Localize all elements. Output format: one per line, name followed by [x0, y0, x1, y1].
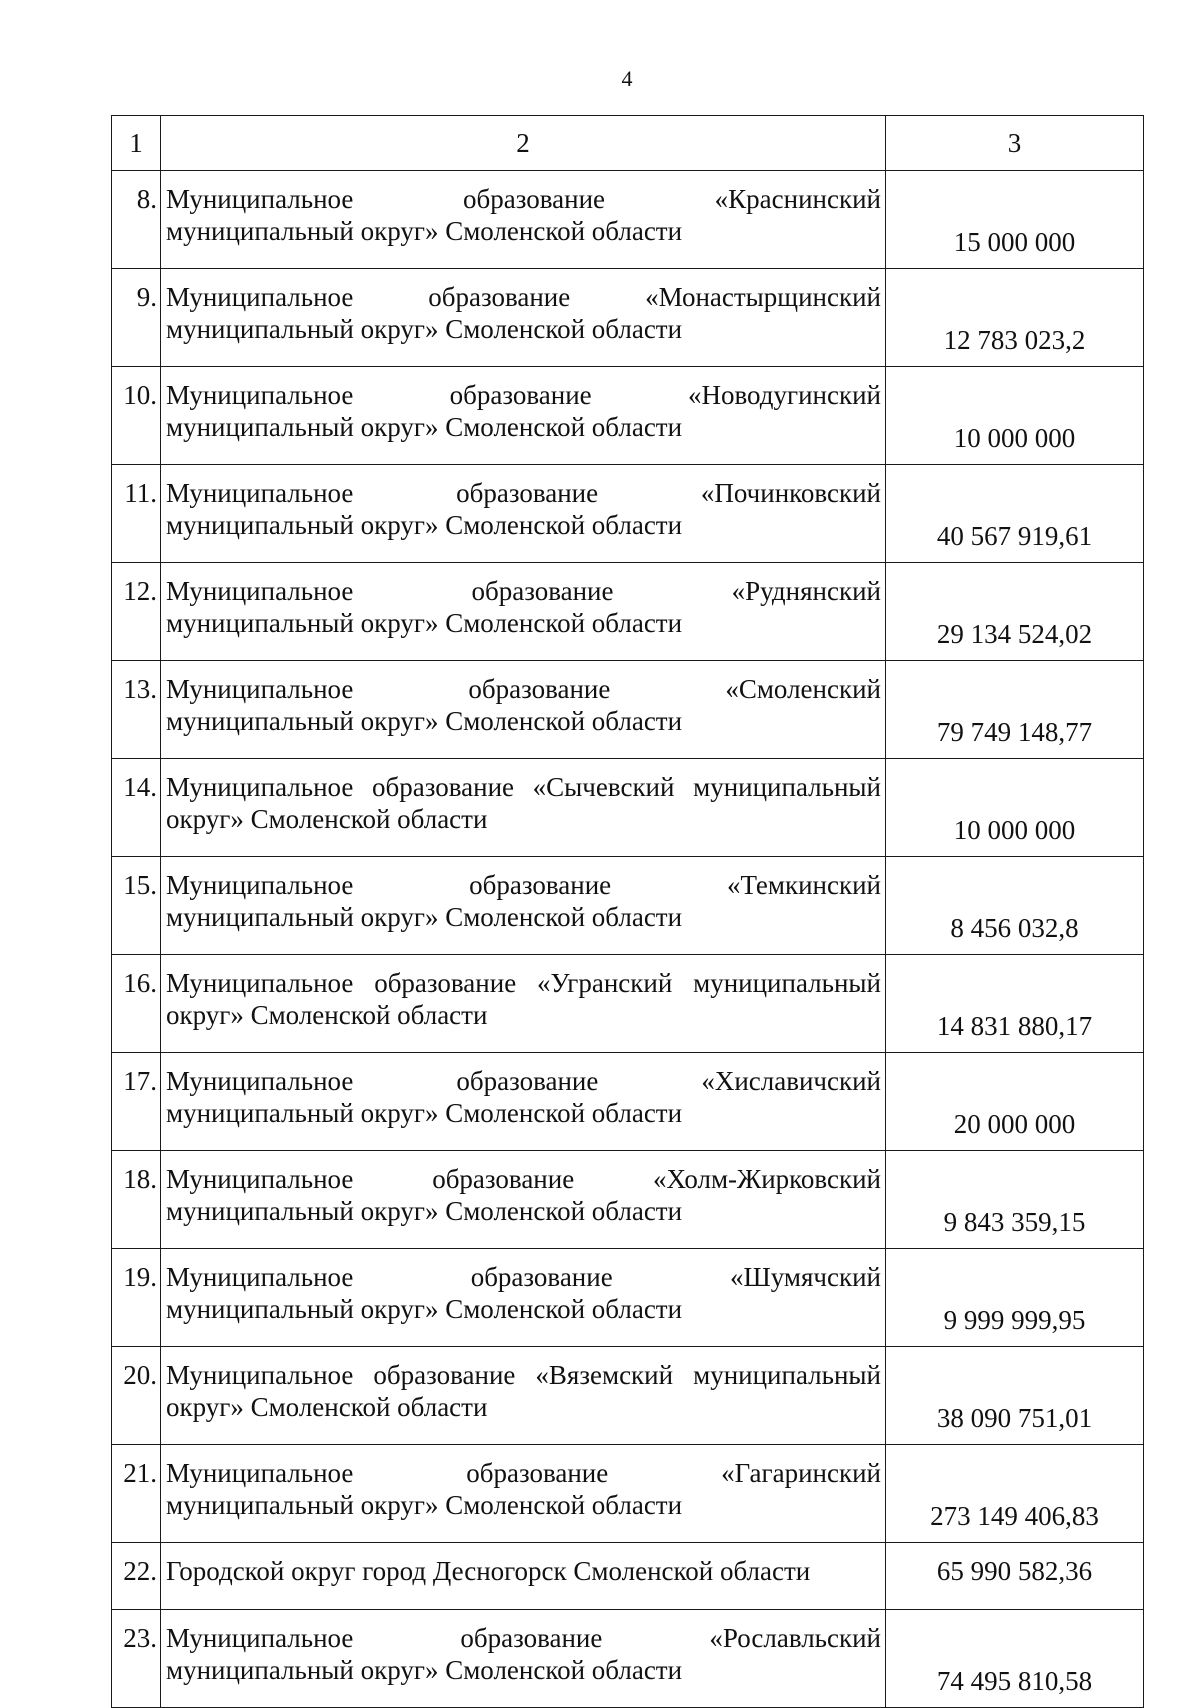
municipality-name: [161, 1347, 886, 1445]
table-row: [112, 563, 1144, 661]
municipality-name-line-2: муниципальный округ» Смоленской области: [166, 412, 683, 442]
table-header-row: [112, 116, 1144, 171]
table-row: [112, 1249, 1144, 1347]
municipality-name-line-2: муниципальный округ» Смоленской области: [166, 1655, 683, 1685]
municipality-name-line-1: Муниципальное образование «Новодугинский: [166, 380, 881, 410]
municipality-name: [161, 269, 886, 367]
table-row: [112, 1610, 1144, 1708]
allocation-amount: 65 990 582,36: [886, 1543, 1144, 1610]
allocation-amount: 74 495 810,58: [886, 1610, 1144, 1708]
table-row: [112, 857, 1144, 955]
municipality-name-line-1: Муниципальное образование «Холм-Жирковский: [166, 1164, 881, 1194]
table-body: [112, 116, 1144, 1708]
row-number: 18.: [112, 1151, 161, 1249]
row-number: 9.: [112, 269, 161, 367]
municipality-name-line-2: округ» Смоленской области: [166, 1000, 488, 1030]
table-row: [112, 1053, 1144, 1151]
municipality-name-line-1: Муниципальное образование «Монастырщинский: [166, 282, 881, 312]
municipality-name-line-2: муниципальный округ» Смоленской области: [166, 1294, 683, 1324]
header-cell-name: 2: [161, 116, 886, 171]
table-row: [112, 1445, 1144, 1543]
municipality-name: [161, 1053, 886, 1151]
table-row: [112, 1347, 1144, 1445]
municipality-name-line-1: Муниципальное образование «Хиславичский: [166, 1066, 881, 1096]
allocation-amount: 10 000 000: [886, 367, 1144, 465]
allocation-amount: 12 783 023,2: [886, 269, 1144, 367]
allocation-amount: 14 831 880,17: [886, 955, 1144, 1053]
municipality-name-line-1: Муниципальное образование «Руднянский: [166, 576, 881, 606]
row-number: 20.: [112, 1347, 161, 1445]
municipality-name-line-2: муниципальный округ» Смоленской области: [166, 1490, 683, 1520]
page-number: 4: [621, 66, 633, 91]
municipality-name-line-1: Муниципальное образование «Смоленский: [166, 674, 881, 704]
row-number: 8.: [112, 171, 161, 269]
municipality-name: [161, 1151, 886, 1249]
municipality-name-line-2: муниципальный округ» Смоленской области: [166, 510, 683, 540]
municipality-name-line-2: муниципальный округ» Смоленской области: [166, 608, 683, 638]
municipality-name-line-2: муниципальный округ» Смоленской области: [166, 1196, 683, 1226]
table-row: [112, 759, 1144, 857]
allocation-amount: 8 456 032,8: [886, 857, 1144, 955]
municipality-name: [161, 465, 886, 563]
row-number: 15.: [112, 857, 161, 955]
municipality-name: [161, 1610, 886, 1708]
municipality-name: [161, 955, 886, 1053]
allocation-amount: 38 090 751,01: [886, 1347, 1144, 1445]
row-number: 21.: [112, 1445, 161, 1543]
municipality-name: [161, 563, 886, 661]
municipality-name: [161, 857, 886, 955]
table-row: [112, 465, 1144, 563]
allocation-amount: 9 999 999,95: [886, 1249, 1144, 1347]
municipality-name: [161, 367, 886, 465]
municipality-name-line-2: муниципальный округ» Смоленской области: [166, 1098, 683, 1128]
allocation-amount: 29 134 524,02: [886, 563, 1144, 661]
municipality-name-line-2: округ» Смоленской области: [166, 804, 488, 834]
row-number: 16.: [112, 955, 161, 1053]
municipality-name-line-1: Городской округ город Десногорск Смоленской области: [166, 1556, 811, 1586]
row-number: 11.: [112, 465, 161, 563]
municipality-name-line-1: Муниципальное образование «Краснинский: [166, 184, 881, 214]
table-row: [112, 1151, 1144, 1249]
municipality-name-line-2: муниципальный округ» Смоленской области: [166, 902, 683, 932]
municipality-name: [161, 171, 886, 269]
allocation-amount: 79 749 148,77: [886, 661, 1144, 759]
row-number: 13.: [112, 661, 161, 759]
municipality-name: [161, 1445, 886, 1543]
allocation-amount: 273 149 406,83: [886, 1445, 1144, 1543]
table-row: [112, 367, 1144, 465]
allocation-amount: 40 567 919,61: [886, 465, 1144, 563]
municipality-name-line-1: Муниципальное образование «Угранский муниципальный: [166, 968, 881, 998]
header-cell-sum: 3: [886, 116, 1144, 171]
municipality-name-line-1: Муниципальное образование «Темкинский: [166, 870, 881, 900]
row-number: 19.: [112, 1249, 161, 1347]
municipality-name: [161, 1249, 886, 1347]
municipality-name-line-1: Муниципальное образование «Рославльский: [166, 1623, 881, 1653]
allocation-amount: 20 000 000: [886, 1053, 1144, 1151]
table-row: [112, 1543, 1144, 1610]
table-row: [112, 661, 1144, 759]
table-row: [112, 269, 1144, 367]
row-number: 17.: [112, 1053, 161, 1151]
municipality-name-line-2: муниципальный округ» Смоленской области: [166, 216, 683, 246]
row-number: 10.: [112, 367, 161, 465]
table-row: [112, 955, 1144, 1053]
row-number: 12.: [112, 563, 161, 661]
municipality-name-line-2: муниципальный округ» Смоленской области: [166, 314, 683, 344]
municipality-name-line-1: Муниципальное образование «Гагаринский: [166, 1458, 881, 1488]
municipality-name-line-1: Муниципальное образование «Вяземский муниципальный: [166, 1360, 881, 1390]
table-row: [112, 171, 1144, 269]
municipality-name-line-1: Муниципальное образование «Сычевский муниципальный: [166, 772, 881, 802]
municipality-name-line-2: муниципальный округ» Смоленской области: [166, 706, 683, 736]
header-cell-number: 1: [112, 116, 161, 171]
municipality-name-line-2: округ» Смоленской области: [166, 1392, 488, 1422]
row-number: 22.: [112, 1543, 161, 1610]
row-number: 23.: [112, 1610, 161, 1708]
allocation-amount: 15 000 000: [886, 171, 1144, 269]
municipality-name: [161, 759, 886, 857]
municipality-name: [161, 1543, 886, 1610]
allocation-amount: 9 843 359,15: [886, 1151, 1144, 1249]
municipality-name-line-1: Муниципальное образование «Шумячский: [166, 1262, 881, 1292]
municipality-name-line-1: Муниципальное образование «Починковский: [166, 478, 881, 508]
allocation-table: [111, 115, 1144, 1708]
allocation-amount: 10 000 000: [886, 759, 1144, 857]
row-number: 14.: [112, 759, 161, 857]
municipality-name: [161, 661, 886, 759]
